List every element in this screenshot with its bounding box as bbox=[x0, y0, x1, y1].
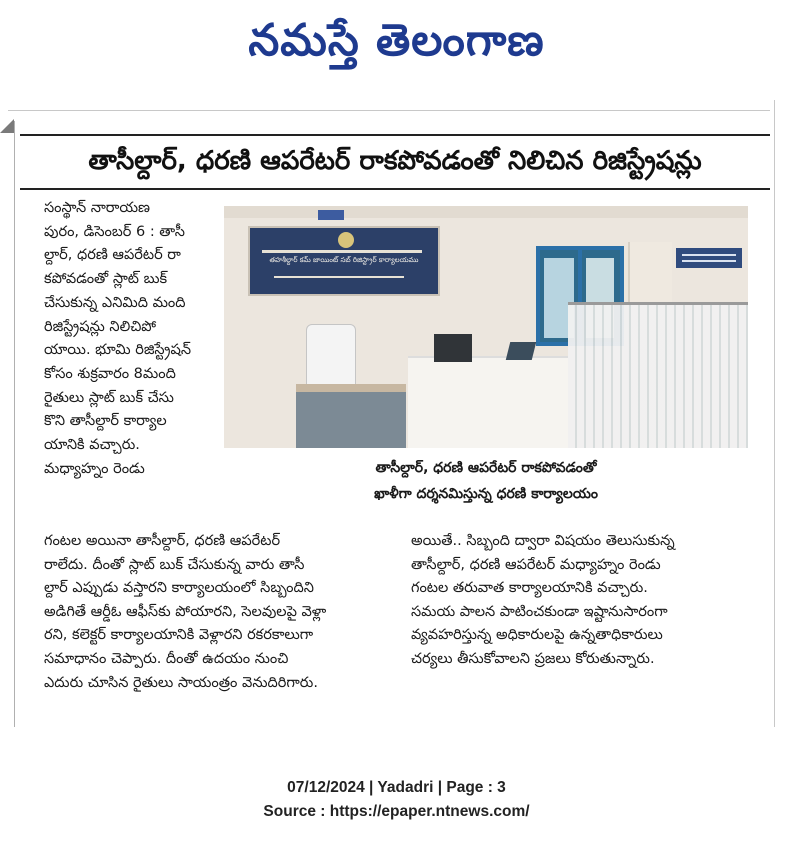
page-footer bbox=[0, 776, 793, 824]
office-desk bbox=[296, 384, 406, 448]
top-divider bbox=[8, 110, 770, 111]
photo-caption bbox=[224, 455, 748, 507]
sign-line bbox=[682, 254, 736, 256]
article-text-line: రైతులు స్లాట్ బుక్ చేసు bbox=[44, 389, 174, 406]
article-text-line: చర్యలు తీసుకోవాలని ప్రజలు కోరుతున్నారు. bbox=[411, 650, 655, 667]
article-text-line: మధ్యాహ్నం రెండు bbox=[44, 460, 145, 477]
article-text-line: కోసం శుక్రవారం 8మంది bbox=[44, 365, 176, 382]
emblem-icon bbox=[338, 232, 354, 248]
article-text-line: యానికి వచ్చారు. bbox=[44, 437, 140, 454]
article-text-line: రిజిస్ట్రేషన్లు నిలిచిపో bbox=[44, 318, 157, 335]
article-text-line: రని, కలెక్టర్ కార్యాలయానికి వెళ్లారని రకరకాలుగా bbox=[44, 627, 314, 644]
article-text-line: ఎదురు చూసిన రైతులు సాయంత్రం వెనుదిరిగారు. bbox=[44, 674, 318, 691]
desk-top bbox=[296, 384, 406, 392]
caption-line: తాసీల్దార్, ధరణి ఆపరేటర్ రాకపోవడంతో bbox=[375, 460, 597, 476]
article-text-line: రాలేదు. దీంతో స్లాట్ బుక్ చేసుకున్న వారు తాసీ bbox=[44, 556, 305, 573]
article-text-line: ల్దార్, ధరణి ఆపరేటర్ రా bbox=[44, 247, 181, 264]
desk-partition bbox=[408, 356, 568, 448]
article-text-line: అడిగితే ఆర్డీఓ ఆఫీస్‌కు పోయారని, సెలవులపై వెళ్లా bbox=[44, 603, 327, 620]
article-text-line: గంటల అయినా తాసీల్దార్, ధరణి ఆపరేటర్ bbox=[44, 533, 281, 549]
article-text-line: తాసీల్దార్, ధరణి ఆపరేటర్ మధ్యాహ్నం రెండు bbox=[411, 556, 661, 573]
edition-info: 07/12/2024 | Yadadri | Page : 3 bbox=[287, 779, 506, 796]
sign-line bbox=[682, 260, 736, 262]
laptop bbox=[506, 342, 536, 360]
article-body-left bbox=[44, 530, 400, 695]
caption-line: ఖాళీగా దర్శనమిస్తున్న ధరణి కార్యాలయం bbox=[374, 486, 598, 502]
article-text-line: గంటల తరువాత కార్యాలయానికి వచ్చారు. bbox=[411, 580, 648, 597]
page-corner-mark bbox=[0, 119, 14, 133]
source-link[interactable]: Source : https://epaper.ntnews.com/ bbox=[263, 803, 530, 820]
newspaper-masthead: నమస్తే తెలంగాణ bbox=[248, 15, 545, 66]
board-text: తహశీల్దార్ కమ్ జాయింట్ సబ్ రిజిస్ట్రార్ కార్యాలయము bbox=[269, 256, 419, 264]
article-text-line: ల్దార్ ఎప్పుడు వస్తారని కార్యాలయంలో సిబ్బందిని bbox=[44, 580, 314, 597]
article-text-line: పురం, డిసెంబర్ 6 : తాసీ bbox=[44, 223, 185, 240]
office-name-board bbox=[248, 226, 440, 296]
left-border bbox=[14, 121, 15, 727]
small-sign bbox=[318, 210, 344, 220]
article-text-line: సమయ పాలన పాటించకుండా ఇష్టానుసారంగా bbox=[411, 603, 668, 620]
article-body-narrow bbox=[44, 197, 222, 481]
photo-ceiling bbox=[224, 206, 748, 218]
article-text-line: కపోవడంతో స్లాట్ బుక్ bbox=[44, 271, 168, 288]
computer-monitor bbox=[434, 334, 472, 362]
article-text-line: సమాధానం చెప్పారు. దీంతో ఉదయం నుంచి bbox=[44, 650, 289, 667]
article-body-right bbox=[411, 530, 767, 672]
right-border bbox=[774, 100, 775, 727]
board-line bbox=[262, 250, 422, 253]
glass-frame bbox=[568, 302, 748, 305]
article-headline: తాసీల్దార్, ధరణి ఆపరేటర్ రాకపోవడంతో నిలిచిన రిజిస్ట్రేషన్లు bbox=[88, 146, 702, 176]
glass-partition bbox=[568, 302, 748, 448]
article-text-line: కొని తాసీల్దార్ కార్యాల bbox=[44, 413, 167, 430]
article-text-line: చేసుకున్న ఎనిమిది మంది bbox=[44, 294, 186, 311]
operator-sign bbox=[676, 248, 742, 268]
article-text-line: అయితే.. సిబ్బంది ద్వారా విషయం తెలుసుకున్న bbox=[411, 533, 675, 549]
article-text-line: యాయి. భూమి రిజిస్ట్రేషన్ bbox=[44, 342, 191, 359]
board-line bbox=[274, 276, 404, 278]
article-photo bbox=[224, 206, 748, 448]
article-text-line: సంస్థాన్ నారాయణ bbox=[44, 200, 151, 216]
article-text-line: వ్యవహరిస్తున్న అధికారులపై ఉన్నతాధికారులు bbox=[411, 627, 663, 644]
